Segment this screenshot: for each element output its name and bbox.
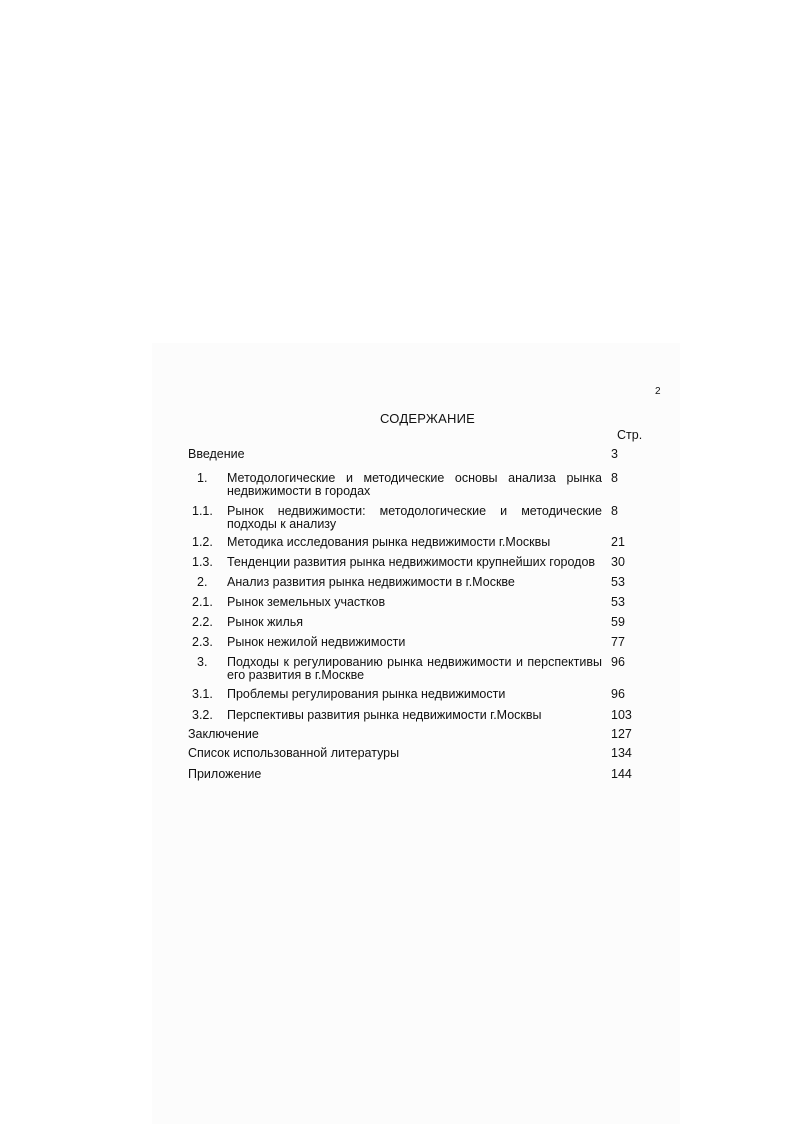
page-column-label: Стр.	[617, 428, 643, 442]
toc-entry-page: 103	[611, 708, 632, 722]
toc-entry-page: 144	[611, 767, 632, 781]
toc-entry-number: 1.	[197, 471, 208, 485]
toc-entry-number: 3.2.	[192, 708, 213, 722]
toc-entry-page: 30	[611, 555, 625, 569]
toc-entry-text: Методика исследования рынка недвижимости г.Москвы	[227, 535, 551, 549]
toc-entry-page: 59	[611, 615, 625, 629]
toc-entry-text: Тенденции развития рынка недвижимости крупнейших городов	[227, 555, 596, 569]
toc-entry-text: Приложение	[188, 767, 262, 781]
toc-entry-page: 53	[611, 595, 625, 609]
toc-entry-text: Рынок недвижимости: методологические и методические подходы к анализу	[227, 504, 602, 531]
toc-entry-number: 2.2.	[192, 615, 213, 629]
toc-entry-number: 3.	[197, 655, 208, 669]
toc-entry-text: Анализ развития рынка недвижимости в г.Москве	[227, 575, 515, 589]
page-title: СОДЕРЖАНИЕ	[380, 411, 476, 426]
toc-entry-page: 77	[611, 635, 625, 649]
toc-entry-text: Заключение	[188, 727, 259, 741]
toc-entry-text: Рынок земельных участков	[227, 595, 386, 609]
toc-entry-page: 134	[611, 746, 632, 760]
toc-entry-text: Рынок жилья	[227, 615, 304, 629]
toc-entry-text: Проблемы регулирования рынка недвижимости	[227, 687, 506, 701]
toc-entry-number: 2.1.	[192, 595, 213, 609]
toc-entry-text: Методологические и методические основы анализа рынка недвижимости в городах	[227, 471, 602, 498]
toc-entry-number: 1.2.	[192, 535, 213, 549]
page-number: 2	[655, 386, 661, 397]
toc-entry-page: 96	[611, 687, 625, 701]
toc-entry-page: 21	[611, 535, 625, 549]
toc-entry-page: 3	[611, 447, 618, 461]
toc-entry-page: 96	[611, 655, 625, 669]
toc-entry-number: 1.3.	[192, 555, 213, 569]
toc-entry-page: 8	[611, 471, 618, 485]
toc-entry-text: Перспективы развития рынка недвижимости г.Москвы	[227, 708, 542, 722]
toc-entry-number: 2.	[197, 575, 208, 589]
toc-entry-text: Список использованной литературы	[188, 746, 400, 760]
toc-entry-number: 1.1.	[192, 504, 213, 518]
toc-entry-page: 127	[611, 727, 632, 741]
toc-entry-text: Введение	[188, 447, 245, 461]
toc-entry-text: Рынок нежилой недвижимости	[227, 635, 406, 649]
toc-entry-number: 3.1.	[192, 687, 213, 701]
toc-entry-page: 8	[611, 504, 618, 518]
toc-entry-number: 2.3.	[192, 635, 213, 649]
toc-entry-text: Подходы к регулированию рынка недвижимости и перспективы его развития в г.Москве	[227, 655, 602, 682]
toc-entry-page: 53	[611, 575, 625, 589]
